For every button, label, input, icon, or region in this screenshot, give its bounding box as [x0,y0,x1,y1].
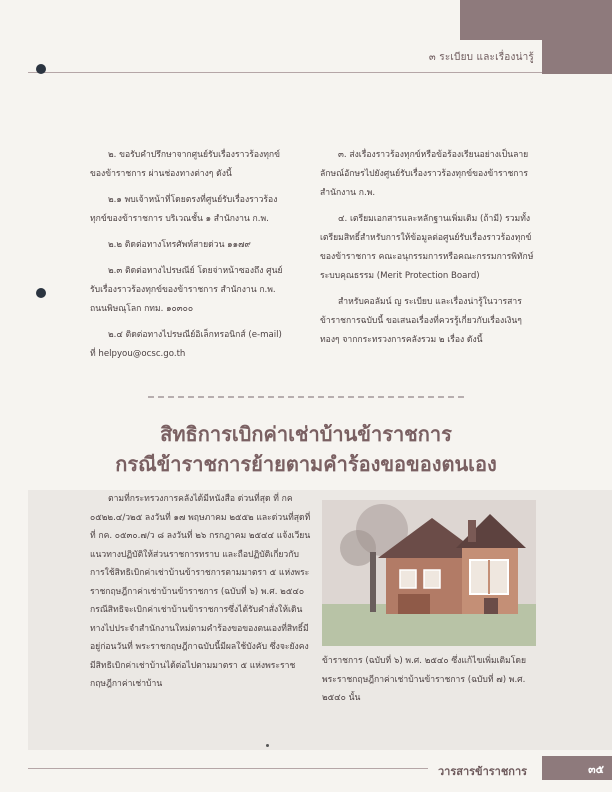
page-number: ๓๕ [588,763,604,776]
article-left-column [90,490,312,694]
article-title-line-2: กรณีข้าราชการย้ายตามคำร้องขอของตนเอง [115,452,497,476]
right-column [320,146,540,357]
article-paragraph: ตามที่กระทรวงการคลังได้มีหนังสือ ด่วนที่สุด ที่ กค ๐๕๒๒.๔/ว๒๕ ลงวันที่ ๑๗ พฤษภาคม ๒๕๕๒ และด่วนที่สุดที่ ที่ กค. ๐๕๓๐.๗/ว ๘ ลงวันที่ ๒๖ กรกฎาคม ๒๕๔๔ แจ้งเวียนแนวทางปฏิบัติให้ส่วนราชการทราบ และถือปฏิบัติเกี่ยวกับการใช้สิทธิเบิกค่าเช่าบ้านข้าราชการตามมาตรา ๕ แห่งพระราชกฤษฎีกาค่าเช่าบ้านข้าราชการ (ฉบับที่ ๖) พ.ศ. ๒๕๔๐ กรณีสิทธิจะเบิกค่าเช่าบ้านข้าราชการซึ่งได้รับคำสั่งให้เดินทางไปประจำสำนักงานใหม่ตามคำร้องขอของตนเองที่สิทธิ์มีอยู่ก่อนวันที่ พระราชกฤษฎีกาฉบับนี้มีผลใช้บังคับ ซึ่งจะยังคงมีสิทธิเบิกค่าเช่าบ้านได้ต่อไปตามมาตรา ๕ แห่งพระราชกฤษฎีกาค่าเช่าบ้าน [90,494,311,689]
paragraph: ๒.๑ พบเจ้าหน้าที่โดยตรงที่ศูนย์รับเรื่องราวร้องทุกข์ของข้าราชการ บริเวณชั้น ๑ สำนักงาน ก.พ. [90,195,278,224]
paragraph: ๒. ขอรับคำปรึกษาจากศูนย์รับเรื่องราวร้องทุกข์ของข้าราชการ ผ่านช่องทางต่างๆ ดังนี้ [90,150,280,179]
binder-hole-icon [36,288,46,298]
paragraph: ๒.๒ ติดต่อทางโทรศัพท์สายด่วน ๑๑๗๙ [108,240,251,250]
paragraph: ๒.๓ ติดต่อทางไปรษณีย์ โดยจ่าหน้าซองถึง ศูนย์รับเรื่องราวร้องทุกข์ของข้าราชการ สำนักงาน ก.พ. ถนนพิษณุโลก กทม. ๑๐๓๐๐ [90,266,283,314]
paragraph: ๓. ส่งเรื่องราวร้องทุกข์หรือข้อร้องเรียนอย่างเป็นลายลักษณ์อักษรไปยังศูนย์รับเรื่องราวร้องทุกข์ของข้าราชการ สำนักงาน ก.พ. [320,150,529,198]
binder-hole-icon [36,64,46,74]
header-rule [28,72,542,73]
bullet-dot [266,744,269,747]
article-title-line-1: สิทธิการเบิกค่าเช่าบ้านข้าราชการ [160,422,452,446]
dashed-divider [148,396,464,398]
header [28,38,612,74]
header-color-block [542,38,612,74]
paragraph: สำหรับคอลัมน์ ญ ระเบียบ และเรื่องน่ารู้ในวารสารข้าราชการฉบับนี้ ขอเสนอเรื่องที่ควรรู้เกี่ยวกับเรื่องเงินๆ ทองๆ จากกระทรวงการคลังรวม ๒ เรื่อง ดังนี้ [320,297,522,345]
left-column [90,146,290,371]
magazine-name: วารสารข้าราชการ [438,765,528,778]
article-paragraph: ข้าราชการ (ฉบับที่ ๖) พ.ศ. ๒๕๔๐ ซึ่งแก้ไขเพิ่มเติมโดยพระราชกฤษฎีกาค่าเช่าบ้านข้าราชการ (ฉบับที่ ๗) พ.ศ. ๒๕๔๐ นั้น [322,656,527,703]
paragraph: ๒.๔ ติดต่อทางไปรษณีย์อิเล็กทรอนิกส์ (e-mail) ที่ helpyou@ocsc.go.th [90,330,282,359]
footer-color-block [542,756,612,780]
house-illustration [322,500,536,646]
top-tab-decoration [460,0,612,40]
paragraph: ๔. เตรียมเอกสารและหลักฐานเพิ่มเติม (ถ้ามี) รวมทั้งเตรียมสิทธิ์สำหรับการให้ข้อมูลต่อศูนย์รับเรื่องราวร้องทุกข์ของข้าราชการ คณะอนุกรรมการหรือคณะกรรมการพิทักษ์ระบบคุณธรรม (Merit Protection Board) [320,214,534,281]
footer-rule [28,768,428,769]
section-title: ๓ ระเบียบ และเรื่องน่ารู้ [428,52,534,63]
article-right-column [322,652,538,708]
